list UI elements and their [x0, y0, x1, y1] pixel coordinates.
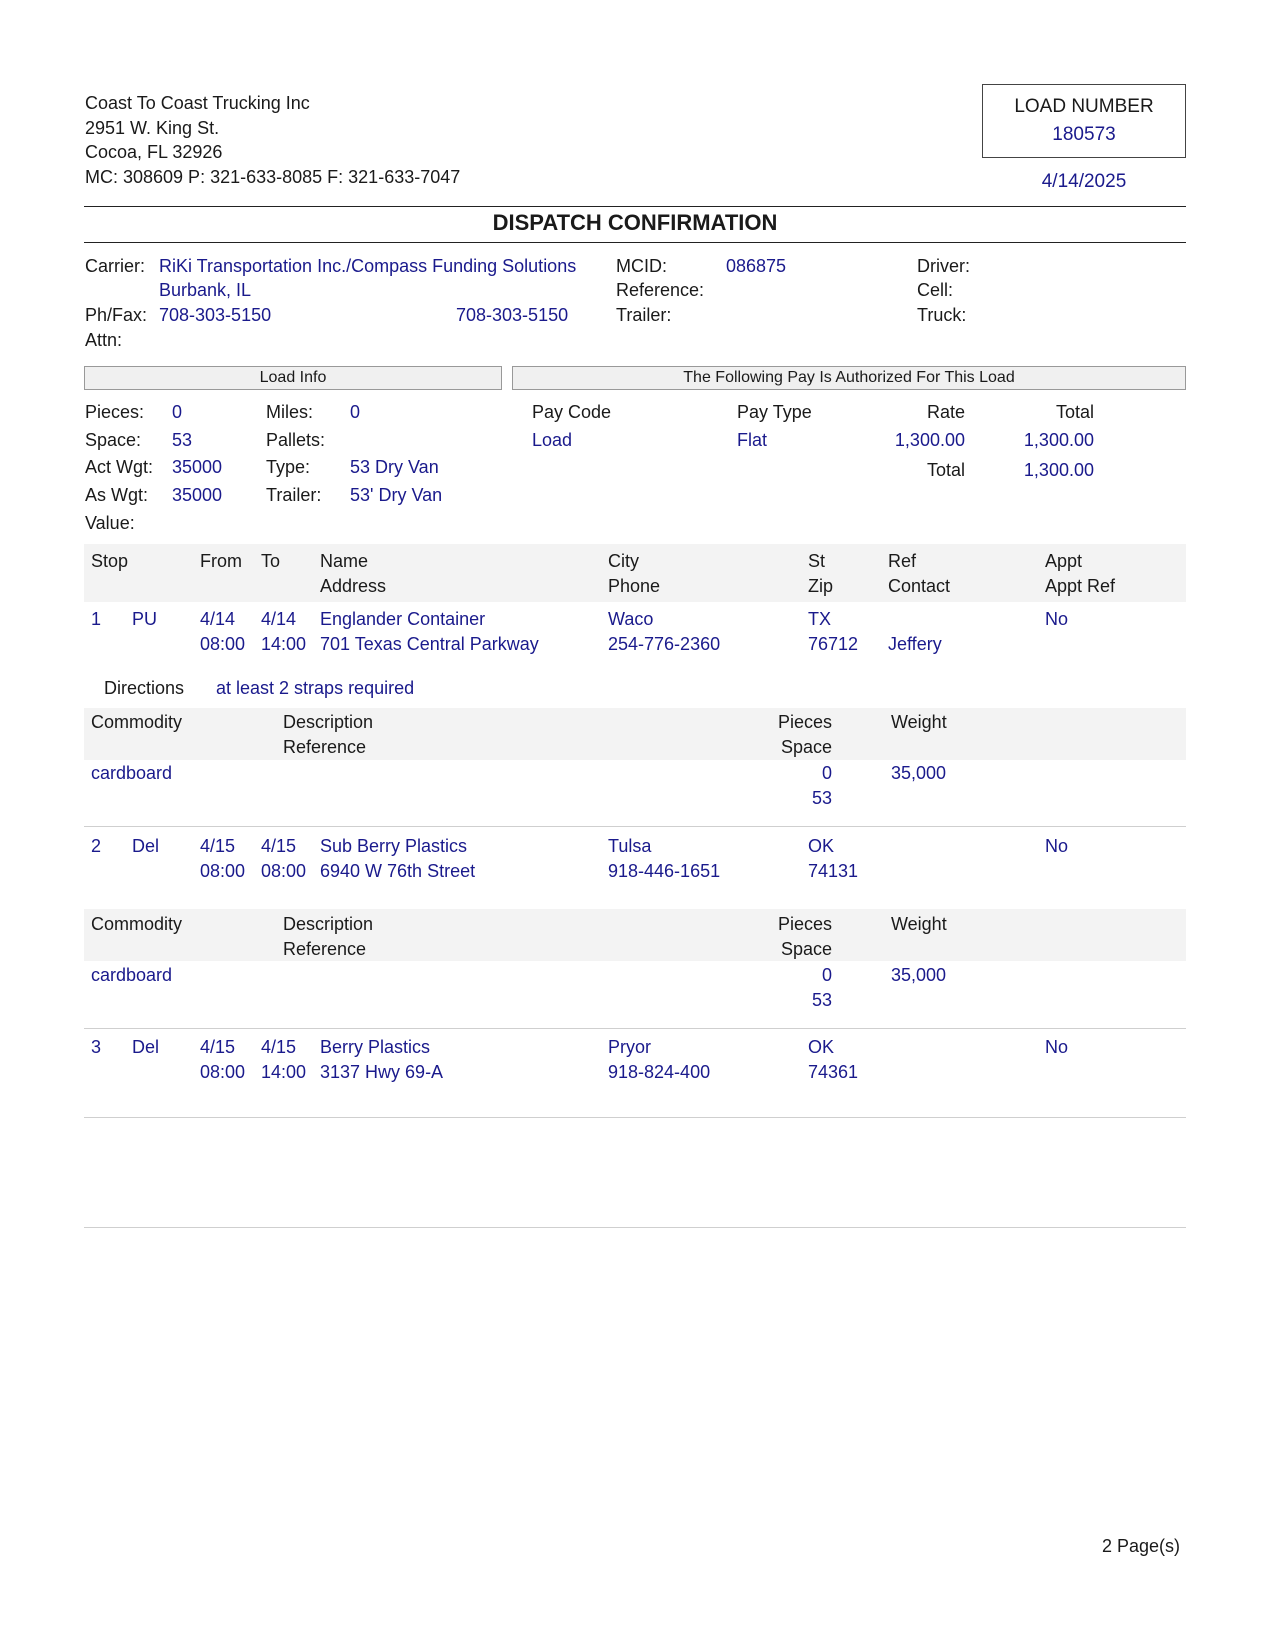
zip-col-header: Zip: [808, 576, 834, 596]
stop-contact: Jeffery: [888, 634, 942, 654]
description-col-header: Description: [283, 712, 374, 732]
company-address: 2951 W. King St.: [85, 118, 220, 138]
stop-name: Sub Berry Plastics: [320, 836, 468, 856]
commodity-header-band: [84, 909, 1186, 961]
stop-zip: 74361: [808, 1062, 859, 1082]
stop-col-header: Stop: [91, 551, 129, 571]
pallets-label: Pallets:: [266, 430, 326, 450]
stop-zip: 76712: [808, 634, 859, 654]
carrier-fax: 708-303-5150: [456, 305, 569, 325]
commodity-weight: 35,000: [891, 763, 947, 783]
name-col-header: Name: [320, 551, 369, 571]
stop-type: Del: [132, 836, 160, 856]
space-value: 53: [172, 430, 193, 450]
stop-from-time: 08:00: [200, 861, 246, 881]
carrier-name: RiKi Transportation Inc./Compass Funding Solutions: [159, 256, 577, 276]
page-count: 2 Page(s): [1101, 1536, 1180, 1556]
appt-ref-col-header: Appt Ref: [1045, 576, 1116, 596]
stop-number: 3: [91, 1037, 102, 1057]
act-wgt-label: Act Wgt:: [85, 457, 154, 477]
trailer-label: Trailer:: [616, 305, 672, 325]
pieces-value: 0: [172, 402, 183, 422]
carrier-phone: 708-303-5150: [159, 305, 272, 325]
carrier-location: Burbank, IL: [159, 280, 252, 300]
stop-to-time: 14:00: [261, 1062, 307, 1082]
divider: [84, 242, 1186, 243]
pay-type-header: Pay Type: [737, 402, 812, 422]
stop-type: Del: [132, 1037, 160, 1057]
address-col-header: Address: [320, 576, 387, 596]
description-col-header: Description: [283, 914, 374, 934]
commodity-name: cardboard: [91, 965, 173, 985]
grand-total: 1,300.00: [1023, 460, 1094, 480]
from-col-header: From: [200, 551, 242, 571]
load-number: 180573: [1052, 124, 1116, 145]
ref-col-header: Ref: [888, 551, 917, 571]
commodity-name: cardboard: [91, 763, 173, 783]
commodity-col-header: Commodity: [91, 914, 183, 934]
divider: [84, 826, 1186, 827]
pieces-label: Pieces:: [85, 402, 145, 422]
stop-to-time: 08:00: [261, 861, 307, 881]
phfax-label: Ph/Fax:: [85, 305, 148, 325]
weight-col-header: Weight: [891, 914, 947, 934]
load-number-label: LOAD NUMBER: [1014, 96, 1154, 117]
mcid-value: 086875: [726, 256, 787, 276]
commodity-header-band: [84, 708, 1186, 760]
as-wgt-label: As Wgt:: [85, 485, 149, 505]
stop-phone: 254-776-2360: [608, 634, 721, 654]
stop-name: Berry Plastics: [320, 1037, 431, 1057]
pay-type: Flat: [737, 430, 768, 450]
pay-total: 1,300.00: [1023, 430, 1094, 450]
reference-col-header: Reference: [283, 737, 367, 757]
load-trailer-value: 53' Dry Van: [350, 485, 443, 505]
directions-text: at least 2 straps required: [216, 678, 415, 698]
stop-state: OK: [808, 1037, 835, 1057]
commodity-space: 53: [811, 788, 832, 808]
space-col-header: Space: [780, 939, 832, 959]
divider: [84, 1028, 1186, 1029]
load-trailer-label: Trailer:: [266, 485, 322, 505]
stop-from-time: 08:00: [200, 634, 246, 654]
stop-phone: 918-446-1651: [608, 861, 721, 881]
commodity-col-header: Commodity: [91, 712, 183, 732]
commodity-pieces: 0: [821, 763, 832, 783]
stop-to-date: 4/15: [261, 836, 297, 856]
pay-header: The Following Pay Is Authorized For This Load: [512, 366, 1186, 390]
pieces-col-header: Pieces: [777, 914, 832, 934]
cell-label: Cell:: [917, 280, 954, 300]
value-label: Value:: [85, 513, 135, 533]
stop-city: Pryor: [608, 1037, 652, 1057]
space-label: Space:: [85, 430, 142, 450]
divider: [84, 206, 1186, 207]
stop-number: 2: [91, 836, 102, 856]
stop-city: Waco: [608, 609, 654, 629]
pay-code: Load: [532, 430, 573, 450]
city-col-header: City: [608, 551, 639, 571]
load-number-box: [982, 84, 1186, 158]
act-wgt-value: 35000: [172, 457, 223, 477]
stop-phone: 918-824-400: [608, 1062, 711, 1082]
mcid-label: MCID:: [616, 256, 667, 276]
stop-zip: 74131: [808, 861, 859, 881]
attn-label: Attn:: [85, 330, 123, 350]
commodity-weight: 35,000: [891, 965, 947, 985]
divider: [84, 1117, 1186, 1118]
stop-from-date: 4/15: [200, 836, 236, 856]
stop-city: Tulsa: [608, 836, 652, 856]
space-col-header: Space: [780, 737, 832, 757]
stop-number: 1: [91, 609, 102, 629]
stop-to-time: 14:00: [261, 634, 307, 654]
stop-state: OK: [808, 836, 835, 856]
stop-address: 701 Texas Central Parkway: [320, 634, 539, 654]
stop-name: Englander Container: [320, 609, 486, 629]
stop-appt: No: [1045, 1037, 1069, 1057]
pay-code-header: Pay Code: [532, 402, 612, 422]
stop-from-date: 4/14: [200, 609, 236, 629]
reference-label: Reference:: [616, 280, 705, 300]
commodity-space: 53: [811, 990, 832, 1010]
total-header: Total: [1055, 402, 1094, 422]
rate-header: Rate: [926, 402, 965, 422]
stop-state: TX: [808, 609, 832, 629]
commodity-pieces: 0: [821, 965, 832, 985]
load-date: 4/14/2025: [1041, 171, 1127, 192]
divider: [84, 1227, 1186, 1228]
page-title: DISPATCH CONFIRMATION: [492, 210, 778, 235]
stop-address: 6940 W 76th Street: [320, 861, 476, 881]
carrier-label: Carrier:: [85, 256, 146, 276]
miles-label: Miles:: [266, 402, 314, 422]
stop-to-date: 4/14: [261, 609, 297, 629]
pay-rate: 1,300.00: [894, 430, 965, 450]
pieces-col-header: Pieces: [777, 712, 832, 732]
stop-type: PU: [132, 609, 158, 629]
truck-label: Truck:: [917, 305, 967, 325]
reference-col-header: Reference: [283, 939, 367, 959]
as-wgt-value: 35000: [172, 485, 223, 505]
company-city: Cocoa, FL 32926: [85, 142, 223, 162]
appt-col-header: Appt: [1045, 551, 1083, 571]
company-contact: MC: 308609 P: 321-633-8085 F: 321-633-7047: [85, 167, 461, 187]
driver-label: Driver:: [917, 256, 970, 276]
phone-col-header: Phone: [608, 576, 661, 596]
st-col-header: St: [808, 551, 826, 571]
weight-col-header: Weight: [891, 712, 947, 732]
type-label: Type:: [266, 457, 311, 477]
stop-appt: No: [1045, 836, 1069, 856]
stop-address: 3137 Hwy 69-A: [320, 1062, 444, 1082]
miles-value: 0: [350, 402, 361, 422]
contact-col-header: Contact: [888, 576, 951, 596]
stop-from-time: 08:00: [200, 1062, 246, 1082]
grand-total-label: Total: [926, 460, 965, 480]
stop-appt: No: [1045, 609, 1069, 629]
stop-from-date: 4/15: [200, 1037, 236, 1057]
to-col-header: To: [261, 551, 281, 571]
load-info-header: Load Info: [84, 366, 502, 390]
directions-label: Directions: [104, 678, 185, 698]
stop-to-date: 4/15: [261, 1037, 297, 1057]
type-value: 53 Dry Van: [350, 457, 439, 477]
company-name: Coast To Coast Trucking Inc: [85, 93, 310, 113]
